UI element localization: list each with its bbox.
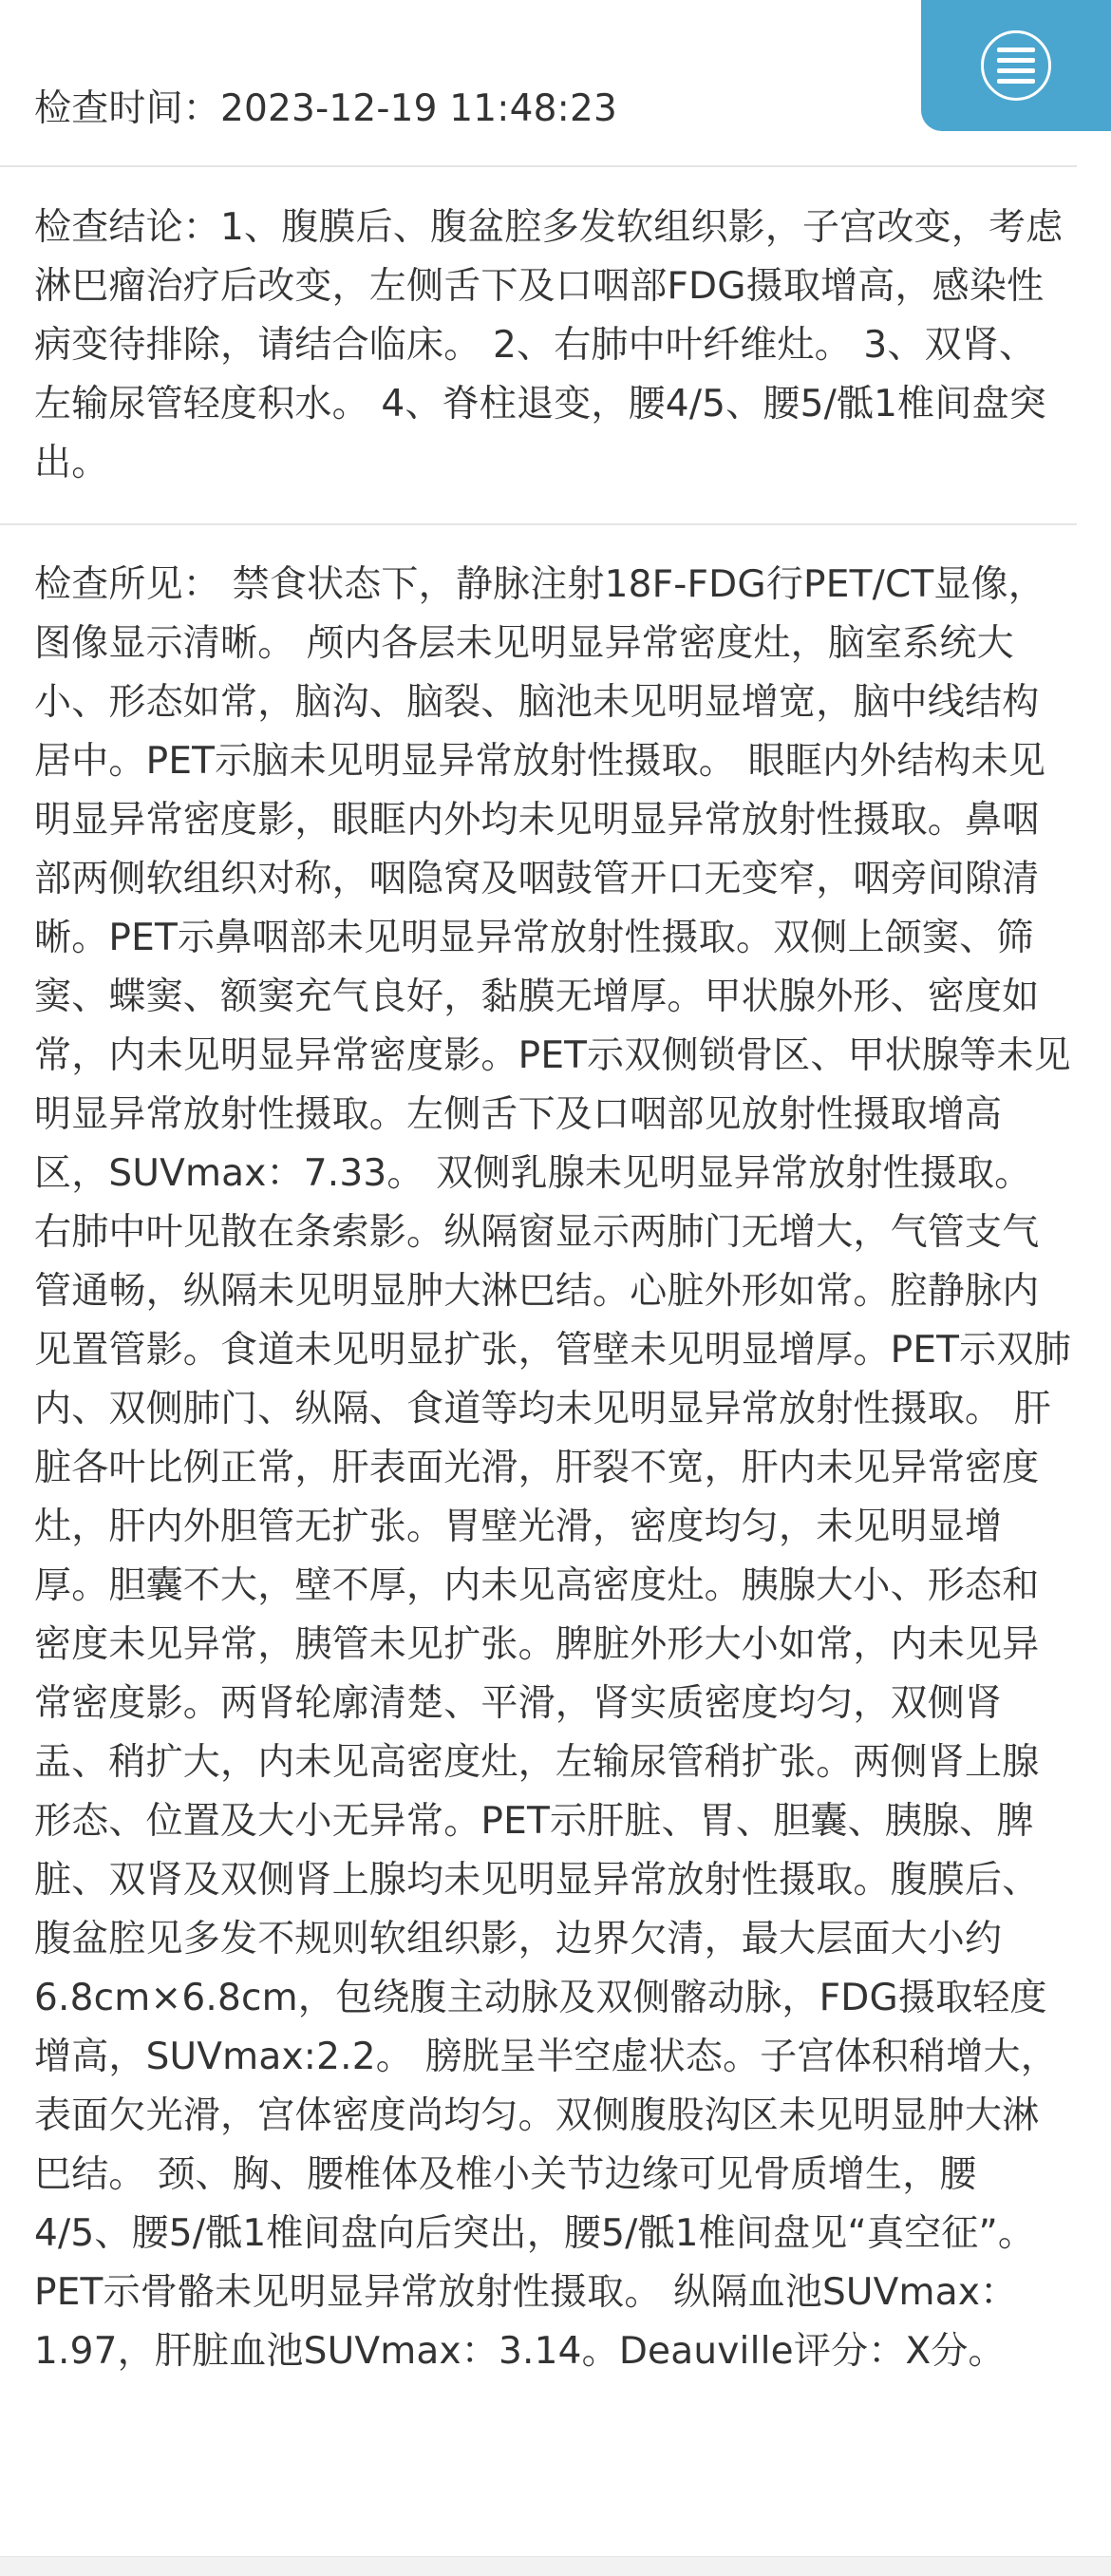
exam-conclusion-text: 1、腹膜后、腹盆腔多发软组织影，子宫改变，考虑淋巴瘤治疗后改变，左侧舌下及口咽部FDG摄取增高，感染性病变待排除，请结合临床。 2、右肺中叶纤维灶。 3、双肾、左输尿管轻度积水。 4、脊柱退变，腰4/5、腰5/骶1椎间盘突出。 <box>34 206 1064 484</box>
menu-list-icon <box>981 30 1051 101</box>
exam-time-label: 检查时间： <box>34 87 221 130</box>
bottom-divider <box>0 2556 1111 2576</box>
exam-findings-label: 检查所见： <box>34 563 221 606</box>
exam-conclusion-label: 检查结论： <box>34 206 221 249</box>
exam-time-section <box>0 0 1077 167</box>
exam-findings-section <box>0 525 1077 2381</box>
exam-time-value: 2023-12-19 11:48:23 <box>220 87 618 130</box>
exam-conclusion-section <box>0 167 1077 525</box>
menu-button[interactable] <box>921 0 1111 131</box>
exam-findings-text: 禁食状态下，静脉注射18F-FDG行PET/CT显像，图像显示清晰。 颅内各层未见明显异常密度灶，脑室系统大小、形态如常，脑沟、脑裂、脑池未见明显增宽，脑中线结构居中。PET示脑未见明显异常放射性摄取。 眼眶内外结构未见明显异常密度影，眼眶内外均未见明显异常放射性摄取。鼻咽部两侧软组织对称，咽隐窝及咽鼓管开口无变窄，咽旁间隙清晰。PET示鼻咽部未见明显异常放射性摄取。双侧上颌窦、筛窦、蝶窦、额窦充气良好，黏膜无增厚。甲状腺外形、密度如常，内未见明显异常密度影。PET示双侧锁骨区、甲状腺等未见明显异常放射性摄取。左侧舌下及口咽部见放射性摄取增高区，SUVmax：7.33。 双侧乳腺未见明显异常放射性摄取。 右肺中叶见散在条索影。纵隔窗显示两肺门无增大，气管支气管通畅，纵隔未见明显肿大淋巴结。心脏外形如常。腔静脉内见置管影。食道未见明显扩张，管壁未见明显增厚。PET示双肺内、双侧肺门、纵隔、食道等均未见明显异常放射性摄取。 肝脏各叶比例正常，肝表面光滑，肝裂不宽，肝内未见异常密度灶，肝内外胆管无扩张。胃壁光滑，密度均匀，未见明显增厚。胆囊不大，壁不厚，内未见高密度灶。胰腺大小、形态和密度未见异常，胰管未见扩张。脾脏外形大小如常，内未见异常密度影。两肾轮廓清楚、平滑，肾实质密度均匀，双侧肾盂、稍扩大，内未见高密度灶，左输尿管稍扩张。两侧肾上腺形态、位置及大小无异常。PET示肝脏、胃、胆囊、胰腺、脾脏、双肾及双侧肾上腺均未见明显异常放射性摄取。腹膜后、腹盆腔见多发不规则软组织影，边界欠清，最大层面大小约6.8cm×6.8cm，包绕腹主动脉及双侧髂动脉，FDG摄取轻度增高，SUVmax:2.2。 膀胱呈半空虚状态。子宫体积稍增大，表面欠光滑，宫体密度尚均匀。双侧腹股沟区未见明显肿大淋巴结。 颈、胸、腰椎体及椎小关节边缘可见骨质增生，腰4/5、腰5/骶1椎间盘向后突出，腰5/骶1椎间盘见“真空征”。PET示骨骼未见明显异常放射性摄取。 纵隔血池SUVmax：1.97，肝脏血池SUVmax：3.14。Deauville评分：X分。 <box>34 563 1071 2373</box>
